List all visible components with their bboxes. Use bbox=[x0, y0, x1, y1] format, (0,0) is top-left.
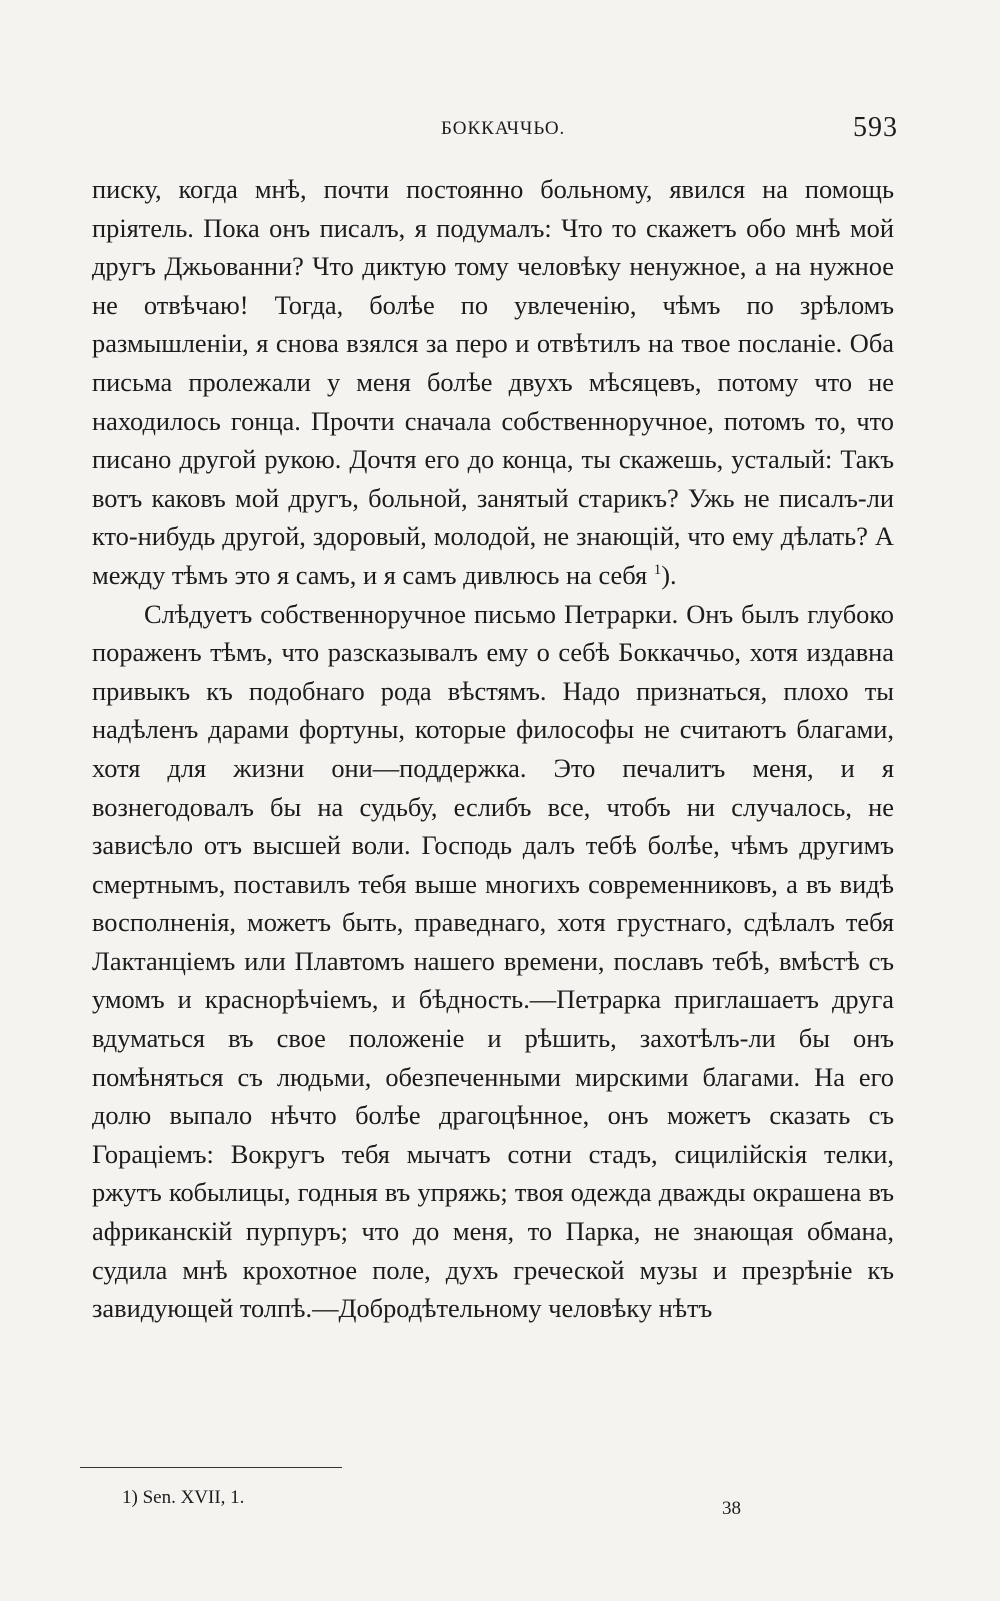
body-text bbox=[92, 170, 894, 1328]
footnote: 1) Sen. XVII, 1. bbox=[122, 1487, 245, 1508]
paragraph-2-text: Слѣдуетъ собственноручное письмо Петрарки. Онъ былъ глубоко пораженъ тѣмъ, что разсказывалъ ему о себѣ Боккаччьо, хотя издавна привыкъ къ подобнаго рода вѣстямъ. Надо признаться, плохо ты надѣленъ дарами фортуны, которые философы не считаютъ благами, хотя для жизни они—поддержка. Это печалитъ меня, и я вознегодовалъ бы на судьбу, еслибъ все, чтобъ ни случалось, не зависѣло отъ высшей воли. Господь далъ тебѣ болѣе, чѣмъ другимъ смертнымъ, поставилъ тебя выше многихъ современниковъ, а въ видѣ восполненія, можетъ быть, праведнаго, хотя грустнаго, сдѣлалъ тебя Лактанціемъ или Плавтомъ нашего времени, пославъ тебѣ, вмѣстѣ съ умомъ и краснорѣчіемъ, и бѣдность.—Петрарка приглашаетъ друга вдуматься въ свое положеніе и рѣшить, захотѣлъ-ли бы онъ помѣняться съ людьми, обезпеченными мирскими благами. На его долю выпало нѣчто болѣе драгоцѣнное, онъ можетъ сказать съ Гораціемъ: Вокругъ тебя мычатъ сотни стадъ, сицилійскія телки, ржутъ кобылицы, годныя въ упряжь; твоя одежда дважды окрашена въ африканскій пурпуръ; что до меня, то Парка, не знающая обмана, судила мнѣ крохотное поле, духъ греческой музы и презрѣніе къ завидующей толпѣ.—Добродѣтельному человѣку нѣтъ bbox=[92, 598, 894, 1324]
running-head: БОККАЧЧЬО. bbox=[441, 118, 566, 139]
printer-signature-mark: 38 bbox=[722, 1498, 741, 1519]
page-number: 593 bbox=[853, 112, 898, 143]
paragraph-1 bbox=[92, 170, 894, 595]
paragraph-1-text: писку, когда мнѣ, почти постоянно больному, явился на помощь пріятель. Пока онъ писалъ, я подумалъ: Что то скажетъ обо мнѣ мой другъ Джьованни? Что диктую тому человѣку ненужное, а на нужное не отвѣчаю! Тогда, болѣе по увлеченію, чѣмъ по зрѣломъ размышленіи, я снова взялся за перо и отвѣтилъ на твое посланіе. Оба письма пролежали у меня болѣе двухъ мѣсяцевъ, потому что не находилось гонца. Прочти сначала собственноручное, потомъ то, что писано другой рукою. Дочтя его до конца, ты скажешь, усталый: Такъ вотъ каковъ мой другъ, больной, занятый старикъ? Ужь не писалъ-ли кто-нибудь другой, здоровый, молодой, не знающій, что ему дѣлать? А между тѣмъ это я самъ, и я самъ дивлюсь на себя bbox=[92, 174, 894, 590]
paragraph-1-tail: ). bbox=[661, 559, 677, 590]
footnote-divider bbox=[80, 1467, 342, 1468]
footnote-reference: 1 bbox=[653, 562, 662, 579]
paragraph-2 bbox=[92, 595, 894, 1328]
